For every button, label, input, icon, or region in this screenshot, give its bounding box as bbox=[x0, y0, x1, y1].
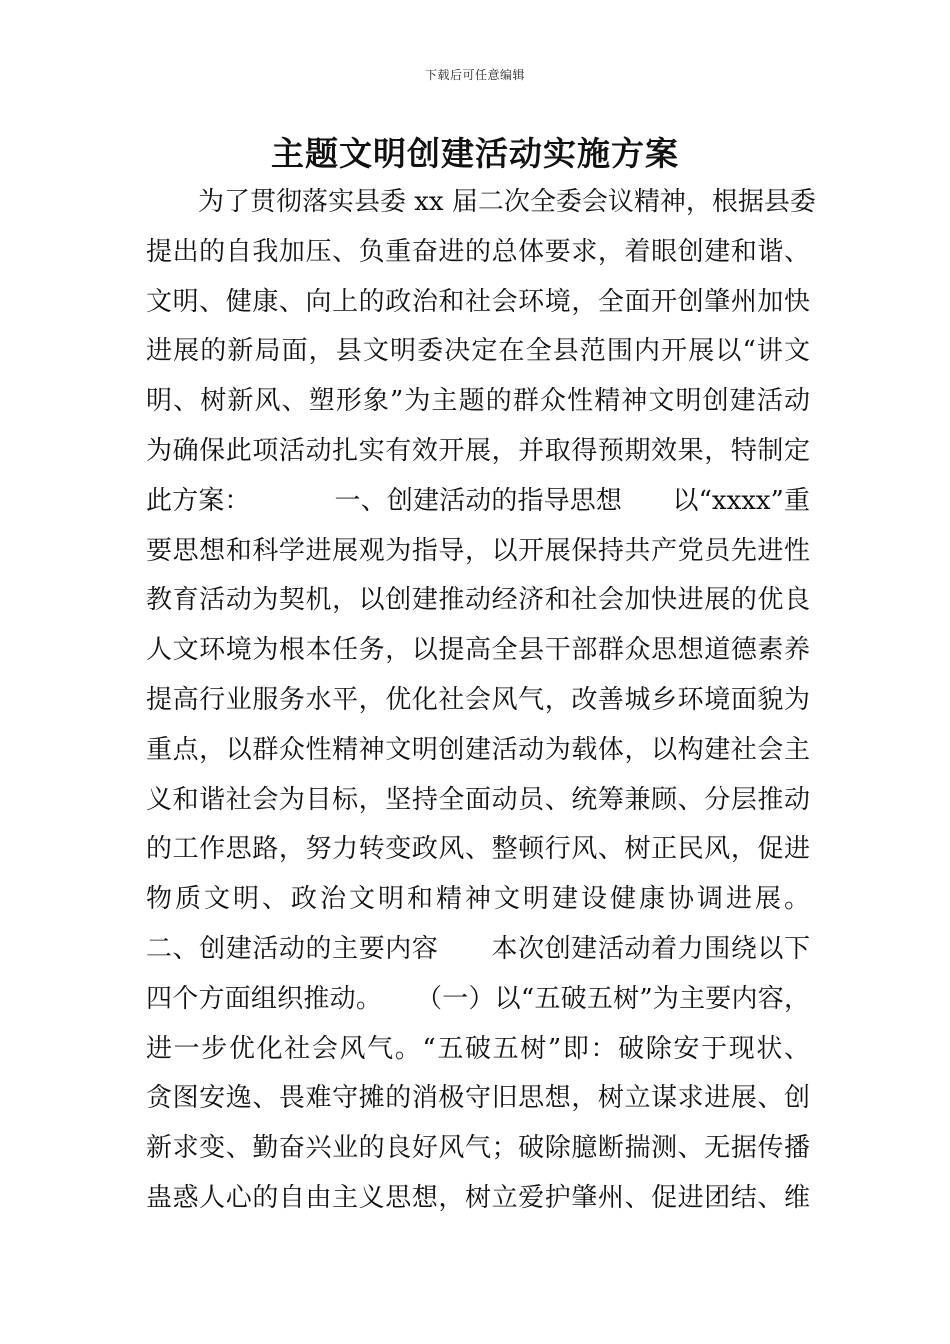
body-line: 为确保此项活动扎实有效开展，并取得预期效果，特制定 bbox=[146, 435, 810, 466]
body-line: 教育活动为契机，以创建推动经济和社会加快进展的优良 bbox=[146, 585, 810, 616]
body-line: 进展的新局面，县文明委决定在全县范围内开展以“讲文 bbox=[146, 336, 810, 367]
header-note: 下载后可任意编辑 bbox=[424, 68, 525, 82]
body-line: 贪图安逸、畏难守摊的消极守旧思想，树立谋求进展、创 bbox=[146, 1083, 810, 1114]
body-line: 进一步优化社会风气。“五破五树”即：破除安于现状、 bbox=[146, 1033, 810, 1064]
body-line: 明、树新风、塑形象”为主题的群众性精神文明创建活动 bbox=[146, 386, 810, 417]
document-body bbox=[146, 178, 816, 1224]
body-line: 义和谐社会为目标，坚持全面动员、统筹兼顾、分层推动 bbox=[146, 784, 810, 815]
body-line: 新求变、勤奋兴业的良好风气；破除臆断揣测、无据传播 bbox=[146, 1133, 810, 1164]
body-line: 提出的自我加压、负重奋进的总体要求，着眼创建和谐、 bbox=[146, 236, 810, 267]
body-line: 要思想和科学进展观为指导，以开展保持共产党员先进性 bbox=[146, 535, 810, 566]
document-title: 主题文明创建活动实施方案 bbox=[271, 134, 679, 173]
body-line: 重点，以群众性精神文明创建活动为载体，以构建社会主 bbox=[146, 734, 810, 765]
body-line: 人文环境为根本任务，以提高全县干部群众思想道德素养 bbox=[146, 635, 810, 666]
body-line: 的工作思路，努力转变政风、整顿行风、树正民风，促进 bbox=[146, 834, 810, 865]
body-line: 此方案： 一、创建活动的指导思想 以“xxxx”重 bbox=[146, 485, 810, 516]
body-line: 文明、健康、向上的政治和社会环境，全面开创肇州加快 bbox=[146, 286, 810, 317]
body-line: 二、创建活动的主要内容 本次创建活动着力围绕以下 bbox=[146, 933, 810, 964]
body-line: 四个方面组织推动。 （一）以“五破五树”为主要内容， bbox=[146, 983, 810, 1014]
body-line: 物质文明、政治文明和精神文明建设健康协调进展。 bbox=[146, 884, 810, 915]
body-line: 蛊惑人心的自由主义思想，树立爱护肇州、促进团结、维 bbox=[146, 1182, 810, 1213]
body-line: 提高行业服务水平，优化社会风气，改善城乡环境面貌为 bbox=[146, 684, 810, 715]
body-line: 为了贯彻落实县委 xx 届二次全委会议精神，根据县委 bbox=[198, 187, 816, 217]
